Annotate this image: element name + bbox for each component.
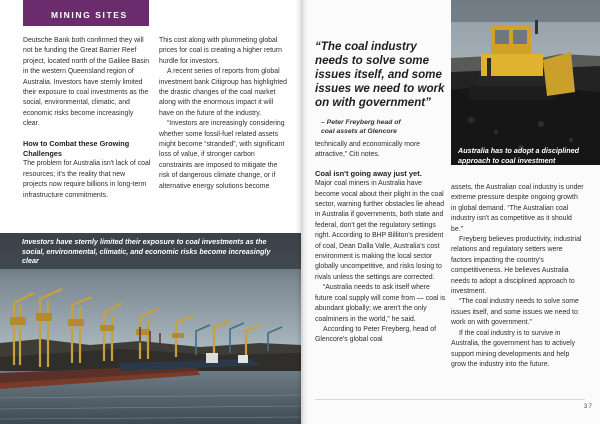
footer-rule [315, 399, 585, 400]
body-paragraph: assets, the Australian coal industry is under extreme pressure despite ongoing growth in global demand. “The Australian coal industry isn't as competitive as it should be.” [451, 184, 584, 233]
right-column-1 [315, 140, 447, 346]
left-column-1 [23, 36, 151, 201]
intro-paragraph: Deutsche Bank both confirmed they will not be funding the Great Barrier Reef project, located north of the Galilee Basin in the western Queensland region of Australia. Investors have sternly limited their exposure to coal investments as the social, environmental, climatic, and economic risks become increasingly clear. [23, 37, 150, 128]
body-paragraph: Major coal miners in Australia have become vocal about their plight in the coal sector, warning further obstacles lie ahead in Australia if governments, both state and federal, don't get the regulatory settings right. According to BHP Billiton's president of coal, Dean Dalla Valle, Australia's cost environment is making the local sector globally uncompetitive, and risks losing to rivals unless the settings are corrected. [315, 180, 445, 281]
page-number: 37 [583, 403, 593, 410]
left-column-2 [159, 36, 289, 192]
section-tab [23, 0, 149, 26]
pull-quote: “The coal industry needs to solve some issues itself, and some issues we need to work on with government” [315, 40, 445, 109]
section-label: MINING SITES [51, 10, 128, 20]
section-heading: Coal isn't going away just yet. [315, 168, 422, 178]
bulldozer-photo [451, 0, 600, 165]
bulldozer-photo-caption: Australia has to adopt a disciplined approach to coal investment [458, 146, 580, 165]
right-column-2 [451, 183, 585, 370]
pull-quote-attribution [315, 118, 447, 136]
body-paragraph: “Investors are increasingly considering whether some fossil-fuel related assets might become “stranded”, with significant loss of value, if stronger carbon constraints are imposed to mitigate the risk of dangerous climate change, or if alternative energy solutions become [159, 120, 285, 190]
body-paragraph: The problem for Australia isn't lack of coal resources; it's the reality that new projects now require billions in long-term infrastructure commitments. [23, 160, 151, 199]
attribution-line: coal assets at Glencore [321, 128, 397, 135]
body-paragraph: This cost along with plummeting global prices for coal is creating a higher return hurdle for investors. [159, 37, 282, 65]
body-paragraph: “Australia needs to ask itself where future coal supply will come from — coal is abundant globally; we aren't the only coalminers in the world,” he said. [315, 284, 446, 323]
body-paragraph: technically and economically more attractive,” Citi notes. [315, 141, 420, 159]
body-paragraph: A recent series of reports from global investment bank Citigroup has highlighted the drastic changes of the coal market along with the enormous impact it will have on the future of the industry. [159, 68, 287, 117]
attribution-line: – Peter Freyberg head of [321, 119, 401, 126]
body-paragraph: If the coal industry is to survive in Australia, the government has to actively support mining developments and help grow the industry into the future. [451, 329, 576, 368]
body-paragraph: According to Peter Freyberg, head of Glencore's global coal [315, 325, 436, 344]
body-paragraph: “The coal industry needs to solve some issues itself, and some issues we need to work on with government.” [451, 298, 579, 327]
section-heading: How to Combat these Growing Challenges [23, 138, 130, 159]
body-paragraph: Freyberg believes productivity, industrial relations and regulatory setters were factors impacting the country's competitiveness. He believes Australia needs to adopt a disciplined approach to investment. [451, 236, 582, 296]
port-photo-caption: Investors have sternly limited their exposure to coal investments as the social, environmental, climatic, and economic risks become increasingly clear [22, 237, 271, 266]
book-gutter [296, 0, 308, 424]
